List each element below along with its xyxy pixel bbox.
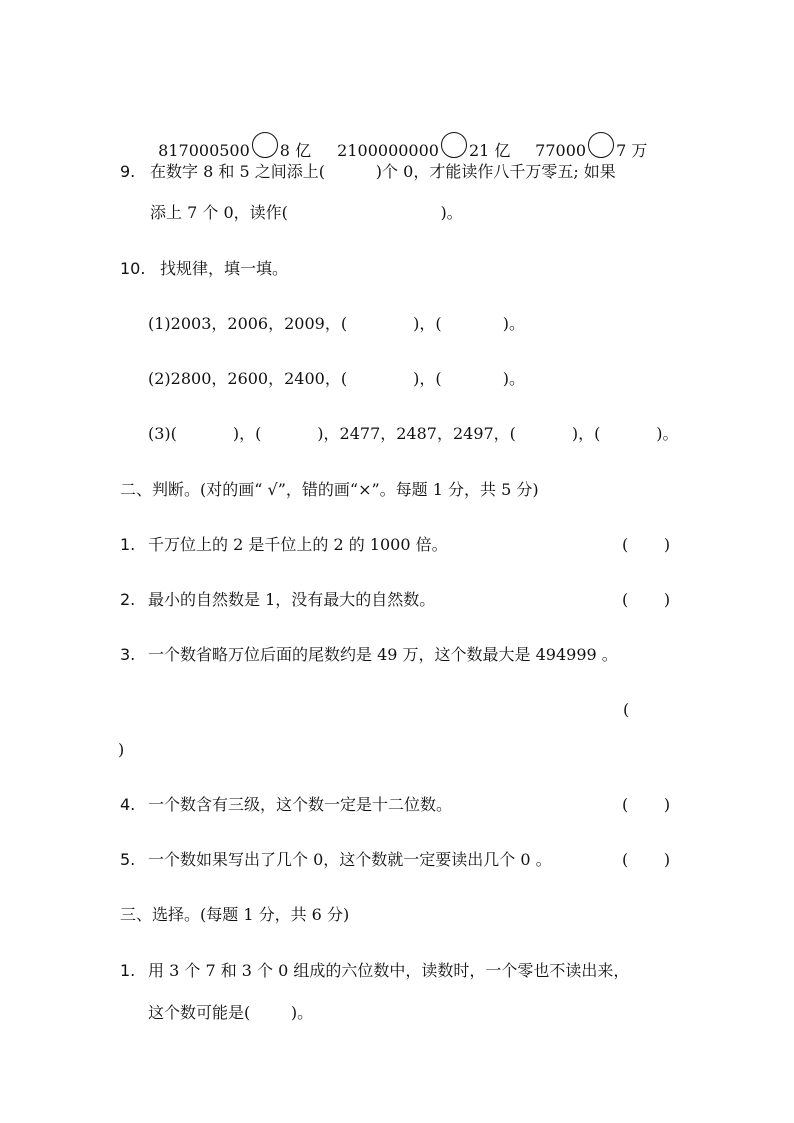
q10-number: 10.: [120, 259, 146, 278]
s2-item4-answer[interactable]: ( ): [622, 795, 671, 814]
section3-title: 三、选择。(每题 1 分，共 6 分): [120, 905, 350, 924]
compare-a-right: 8 亿: [279, 141, 312, 160]
compare-b-right: 21 亿: [468, 141, 511, 160]
compare-circle-a[interactable]: [252, 132, 278, 158]
s2-item4-number: 4.: [120, 795, 136, 814]
s3-q1-line2: 这个数可能是( )。: [148, 1003, 314, 1022]
q10-sub3: (3)( )，( )，2477，2487，2497，( )，( )。: [148, 424, 679, 443]
s2-item5-text: 一个数如果写出了几个 0，这个数就一定要读出几个 0 。: [148, 850, 552, 869]
compare-b-left: 2100000000: [337, 141, 439, 160]
q10-title: 找规律，填一填。: [160, 259, 289, 278]
q9-number: 9.: [120, 162, 136, 181]
s2-item3-text: 一个数省略万位后面的尾数约是 49 万，这个数最大是 494999 。: [148, 645, 618, 664]
s2-item2-text: 最小的自然数是 1，没有最大的自然数。: [148, 590, 436, 609]
compare-a-left: 817000500: [158, 141, 250, 160]
s2-item2-answer[interactable]: ( ): [622, 590, 671, 609]
compare-circle-c[interactable]: [588, 132, 614, 158]
q10-sub1: (1)2003，2006，2009，( )，( )。: [148, 314, 525, 333]
s2-item5-answer[interactable]: ( ): [622, 850, 671, 869]
q9-line2: 添上 7 个 0，读作( )。: [150, 203, 463, 222]
s2-item3-number: 3.: [120, 645, 136, 664]
s2-item2-number: 2.: [120, 590, 136, 609]
s2-item3-answer-close: ): [118, 740, 125, 759]
s2-item4-text: 一个数含有三级，这个数一定是十二位数。: [148, 795, 453, 814]
s3-q1-number: 1.: [120, 961, 136, 980]
compare-c-right: 7 万: [616, 141, 648, 160]
s2-item1-text: 千万位上的 2 是千位上的 2 的 1000 倍。: [148, 535, 448, 554]
s2-item3-answer-open[interactable]: (: [623, 700, 630, 719]
q9-line1: 在数字 8 和 5 之间添上( )个 0，才能读作八千万零五; 如果: [150, 162, 616, 181]
compare-row: [148, 112, 311, 161]
compare-circle-b[interactable]: [441, 132, 467, 158]
s3-q1-line1: 用 3 个 7 和 3 个 0 组成的六位数中，读数时，一个零也不读出来，: [148, 961, 630, 980]
s2-item5-number: 5.: [120, 850, 136, 869]
section2-title: 二、判断。(对的画“ √”，错的画“×”。每题 1 分，共 5 分): [120, 480, 539, 499]
compare-c-left: 77000: [535, 141, 587, 160]
q10-sub2: (2)2800，2600，2400，( )，( )。: [148, 369, 525, 388]
compare-row-b: [327, 112, 510, 161]
s2-item1-answer[interactable]: ( ): [622, 535, 671, 554]
compare-row-c: [525, 112, 647, 161]
s2-item1-number: 1.: [120, 535, 136, 554]
